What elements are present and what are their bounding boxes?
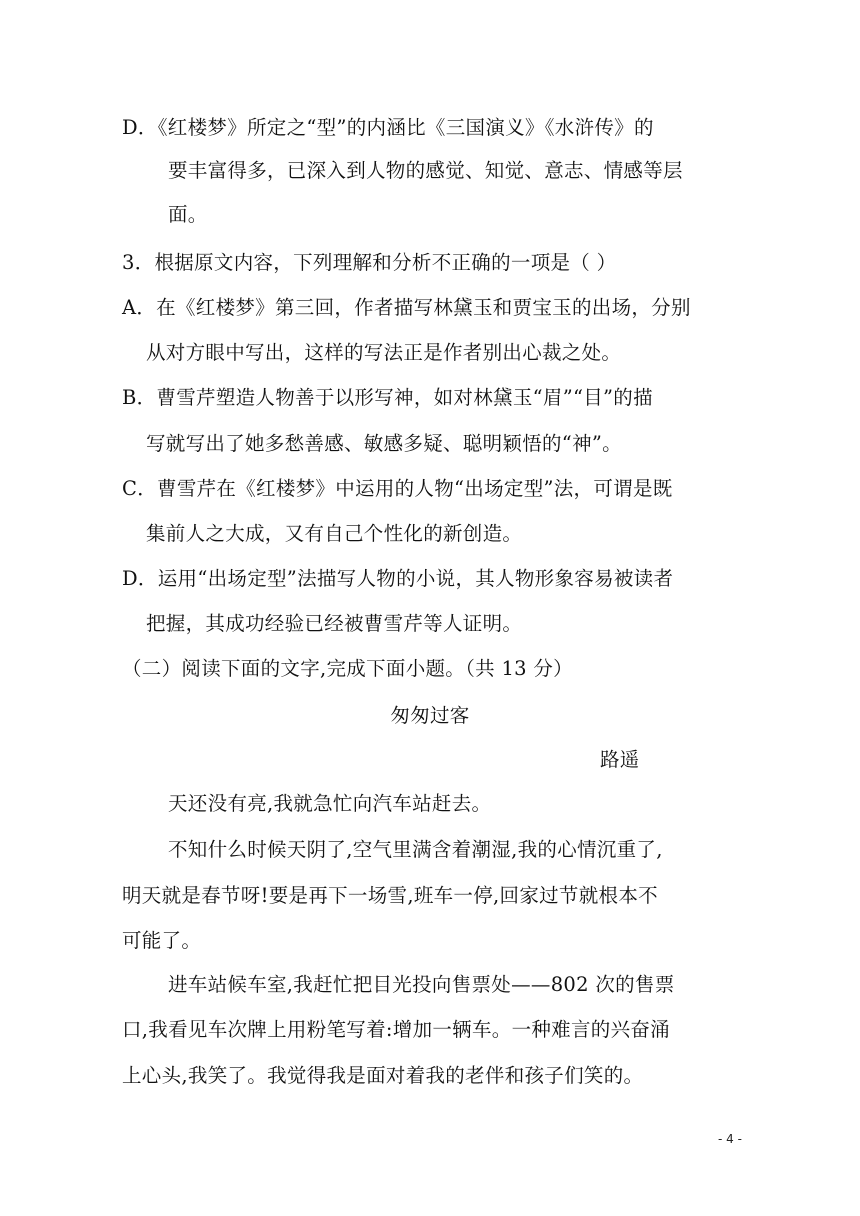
- q3-option-d-line2: 把握，其成功经验已经被曹雪芹等人证明。: [146, 612, 523, 635]
- section-2-heading: （二）阅读下面的文字,完成下面小题。（共 13 分）: [122, 657, 573, 680]
- q3-option-a-line2: 从对方眼中写出，这样的写法正是作者别出心裁之处。: [146, 341, 622, 364]
- q3-option-c-line2: 集前人之大成，又有自己个性化的新创造。: [146, 522, 523, 545]
- q2-option-d-line2: 要丰富得多，已深入到人物的感觉、知觉、意志、情感等层: [168, 159, 683, 182]
- page-number: - 4 -: [718, 1132, 742, 1146]
- q3-option-b-line1: B．曹雪芹塑造人物善于以形写神，如对林黛玉“眉”“目”的描: [122, 386, 653, 409]
- q2-option-d-line1: D．《红楼梦》所定之“型”的内涵比《三国演义》《水浒传》的: [122, 116, 654, 139]
- paragraph-2-line1: 不知什么时候天阴了,空气里满含着潮湿,我的心情沉重了,: [168, 838, 663, 861]
- q3-option-a-line1: A．在《红楼梦》第三回，作者描写林黛玉和贾宝玉的出场，分别: [122, 296, 691, 319]
- paragraph-3-line3: 上心头,我笑了。我觉得我是面对着我的老伴和孩子们笑的。: [122, 1064, 644, 1087]
- q3-option-b-line2: 写就写出了她多愁善感、敏感多疑、聪明颖悟的“神”。: [146, 432, 622, 455]
- q3-option-c-line1: C．曹雪芹在《红楼梦》中运用的人物“出场定型”法，可谓是既: [122, 477, 673, 500]
- question-3-stem: 3．根据原文内容，下列理解和分析不正确的一项是（ ）: [122, 251, 617, 274]
- paragraph-3-line1: 进车站候车室,我赶忙把目光投向售票处——802 次的售票: [168, 973, 675, 996]
- paragraph-2-line2: 明天就是春节呀!要是再下一场雪,班车一停,回家过节就根本不: [122, 884, 658, 907]
- q2-option-d-line3: 面。: [168, 203, 208, 226]
- paragraph-1: 天还没有亮,我就急忙向汽车站赶去。: [168, 792, 492, 815]
- paragraph-3-line2: 口,我看见车次牌上用粉笔写着:增加一辆车。一种难言的兴奋涌: [122, 1018, 670, 1041]
- passage-title: 匆匆过客: [390, 704, 470, 727]
- q3-option-d-line1: D．运用“出场定型”法描写人物的小说，其人物形象容易被读者: [122, 567, 674, 590]
- passage-author: 路遥: [600, 748, 640, 771]
- paragraph-2-line3: 可能了。: [122, 929, 202, 952]
